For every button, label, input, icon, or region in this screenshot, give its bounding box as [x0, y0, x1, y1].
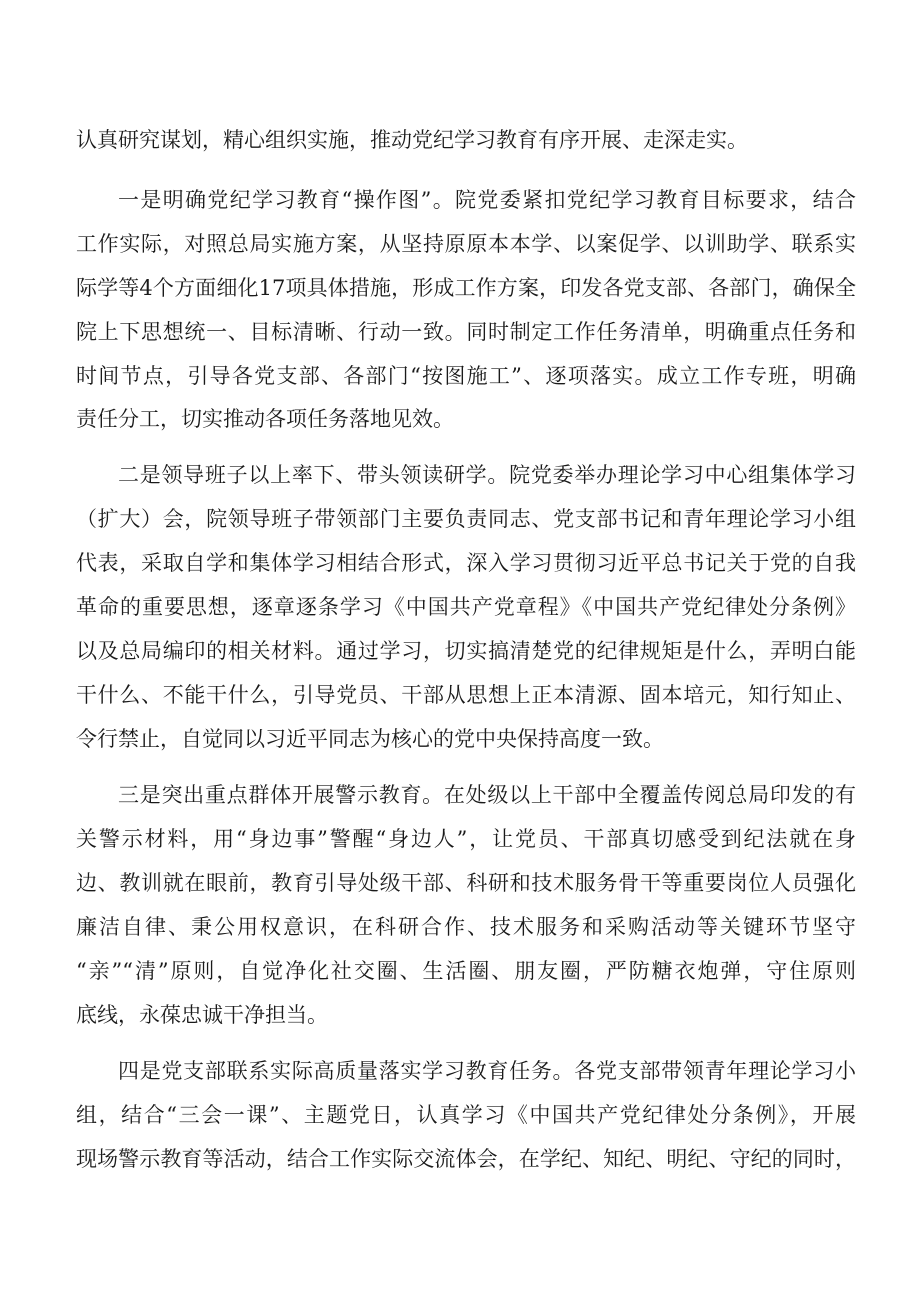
- text-line: 关警示材料，用“身边事”警醒“身边人”，让党员、干部真切感受到纪法就在身: [76, 827, 856, 851]
- text-line: 际学等4个方面细化17项具体措施，形成工作方案，印发各党支部、各部门，确保全: [76, 276, 856, 300]
- text-line: 工作实际，对照总局实施方案，从坚持原原本本学、以案促学、以训助学、联系实: [76, 232, 856, 256]
- text-line: 院上下思想统一、目标清晰、行动一致。同时制定工作任务清单，明确重点任务和: [76, 320, 856, 344]
- text-line: 组，结合“三会一课”、主题党日，认真学习《中国共产党纪律处分条例》，开展: [76, 1103, 856, 1127]
- text-line: 责任分工，切实推动各项任务落地见效。: [76, 407, 454, 431]
- text-line: 认真研究谋划，精心组织实施，推动党纪学习教育有序开展、走深走实。: [76, 128, 748, 152]
- text-line: 廉洁自律、秉公用权意识，在科研合作、技术服务和采购活动等关键环节坚守: [76, 915, 856, 939]
- paragraph-2-first-line: 二是领导班子以上率下、带头领读研学。院党委举办理论学习中心组集体学习: [118, 463, 856, 487]
- text-line: 代表，采取自学和集体学习相结合形式，深入学习贯彻习近平总书记关于党的自我: [76, 551, 856, 575]
- text-line: 时间节点，引导各党支部、各部门“按图施工”、逐项落实。成立工作专班，明确: [76, 364, 856, 388]
- text-line: （扩大）会，院领导班子带领部门主要负责同志、党支部书记和青年理论学习小组: [76, 507, 856, 531]
- text-line: 以及总局编印的相关材料。通过学习，切实搞清楚党的纪律规矩是什么，弄明白能: [76, 639, 856, 663]
- text-line: 现场警示教育等活动，结合工作实际交流体会，在学纪、知纪、明纪、守纪的同时，: [76, 1147, 856, 1171]
- paragraph-4-first-line: 四是党支部联系实际高质量落实学习教育任务。各党支部带领青年理论学习小: [118, 1059, 856, 1083]
- paragraph-1-first-line: 一是明确党纪学习教育“操作图”。院党委紧扣党纪学习教育目标要求，结合: [118, 188, 856, 212]
- paragraph-3-first-line: 三是突出重点群体开展警示教育。在处级以上干部中全覆盖传阅总局印发的有: [118, 783, 856, 807]
- text-line: 边、教训就在眼前，教育引导处级干部、科研和技术服务骨干等重要岗位人员强化: [76, 871, 856, 895]
- text-line: 革命的重要思想，逐章逐条学习《中国共产党章程》《中国共产党纪律处分条例》: [76, 595, 856, 619]
- text-line: “亲”“清”原则，自觉净化社交圈、生活圈、朋友圈，严防糖衣炮弹，守住原则: [76, 959, 856, 983]
- text-line: 令行禁止，自觉同以习近平同志为核心的党中央保持高度一致。: [76, 727, 664, 751]
- text-line: 底线，永葆忠诚干净担当。: [76, 1003, 328, 1027]
- text-line: 干什么、不能干什么，引导党员、干部从思想上正本清源、固本培元，知行知止、: [76, 683, 856, 707]
